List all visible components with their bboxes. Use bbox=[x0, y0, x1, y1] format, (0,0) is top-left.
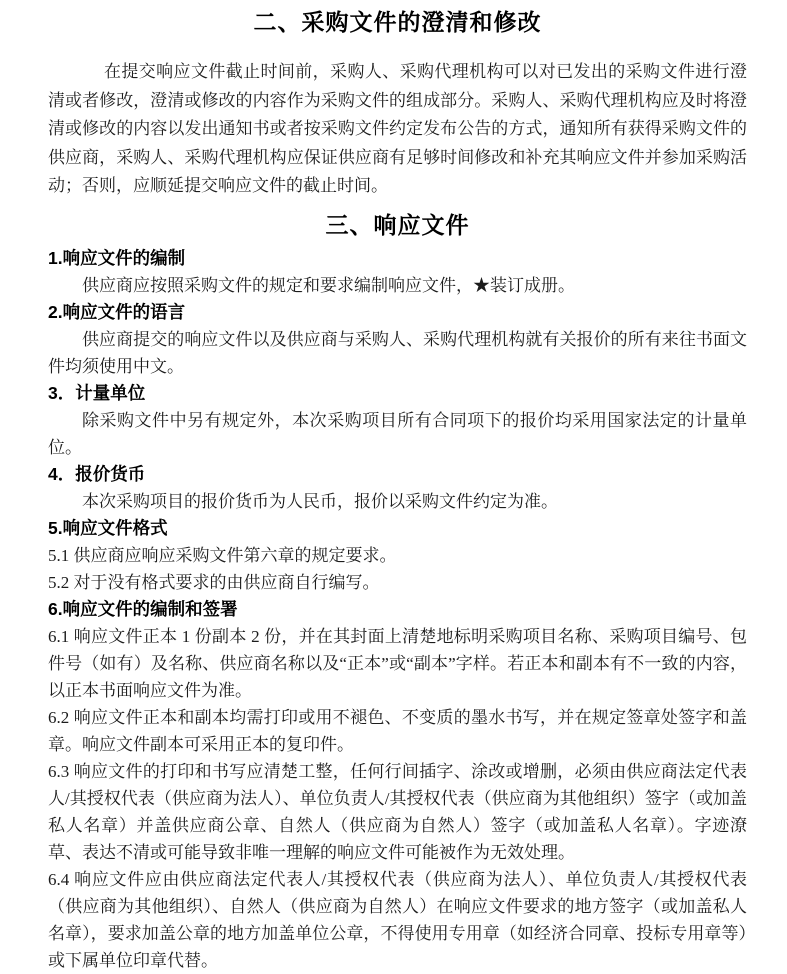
clarification-paragraph: 在提交响应文件截止时间前，采购人、采购代理机构可以对已发出的采购文件进行澄清或者修改，澄清或修改的内容作为采购文件的组成部分。采购人、采购代理机构应及时将澄清或修改的内容以发出通知书或者按采购文件约定发布公告的方式，通知所有获得采购文件的供应商，采购人、采购代理机构应保证供应商有足够时间修改和补充其响应文件并参加采购活动；否则，应顺延提交响应文件的截止时间。 bbox=[48, 62, 747, 196]
paragraph-5-1: 5.1 供应商应响应采购文件第六章的规定要求。 bbox=[48, 545, 397, 565]
section-title-response-documents: 三、响应文件 bbox=[325, 211, 470, 238]
paragraph-5-2: 5.2 对于没有格式要求的由供应商自行编写。 bbox=[48, 572, 380, 592]
paragraph-6-4: 6.4 响应文件应由供应商法定代表人/其授权代表（供应商为法人）、单位负责人/其授权代表（供应商为其他组织）、自然人（供应商为自然人）在响应文件要求的地方签字（或加盖私人名章），要求加盖公章的地方加盖单位公章，不得使用专用章（如经济合同章、投标专用章等）或下属单位印章代替。 bbox=[48, 869, 747, 970]
heading-response-format: 5.响应文件格式 bbox=[48, 517, 168, 538]
paragraph: 本次采购项目的报价货币为人民币，报价以采购文件约定为准。 bbox=[82, 491, 558, 511]
heading-preparation-and-signing: 6.响应文件的编制和签署 bbox=[48, 598, 238, 619]
paragraph: 除采购文件中另有规定外，本次采购项目所有合同项下的报价均采用国家法定的计量单位。 bbox=[48, 410, 747, 457]
heading-measurement-unit: 3．计量单位 bbox=[48, 382, 146, 403]
heading-response-preparation: 1.响应文件的编制 bbox=[48, 247, 186, 268]
paragraph: 供应商提交的响应文件以及供应商与采购人、采购代理机构就有关报价的所有来往书面文件均须使用中文。 bbox=[48, 329, 747, 376]
paragraph-6-2: 6.2 响应文件正本和副本均需打印或用不褪色、不变质的墨水书写，并在规定签章处签字和盖章。响应文件副本可采用正本的复印件。 bbox=[48, 707, 747, 754]
paragraph-6-3: 6.3 响应文件的打印和书写应清楚工整，任何行间插字、涂改或增删，必须由供应商法定代表人/其授权代表（供应商为法人）、单位负责人/其授权代表（供应商为其他组织）签字（或加盖私人名章）并盖供应商公章、自然人（供应商为自然人）签字（或加盖私人名章）。字迹潦草、表达不清或可能导致非唯一理解的响应文件可能被作为无效处理。 bbox=[48, 761, 747, 862]
paragraph-6-1: 6.1 响应文件正本 1 份副本 2 份，并在其封面上清楚地标明采购项目名称、采购项目编号、包件号（如有）及名称、供应商名称以及“正本”或“副本”字样。若正本和副本有不一致的内容，以正本书面响应文件为准。 bbox=[48, 626, 747, 700]
heading-response-language: 2.响应文件的语言 bbox=[48, 301, 186, 322]
heading-quotation-currency: 4．报价货币 bbox=[48, 463, 146, 484]
section-title-clarification: 二、采购文件的澄清和修改 bbox=[253, 9, 542, 35]
paragraph: 供应商应按照采购文件的规定和要求编制响应文件，★装订成册。 bbox=[82, 275, 575, 295]
